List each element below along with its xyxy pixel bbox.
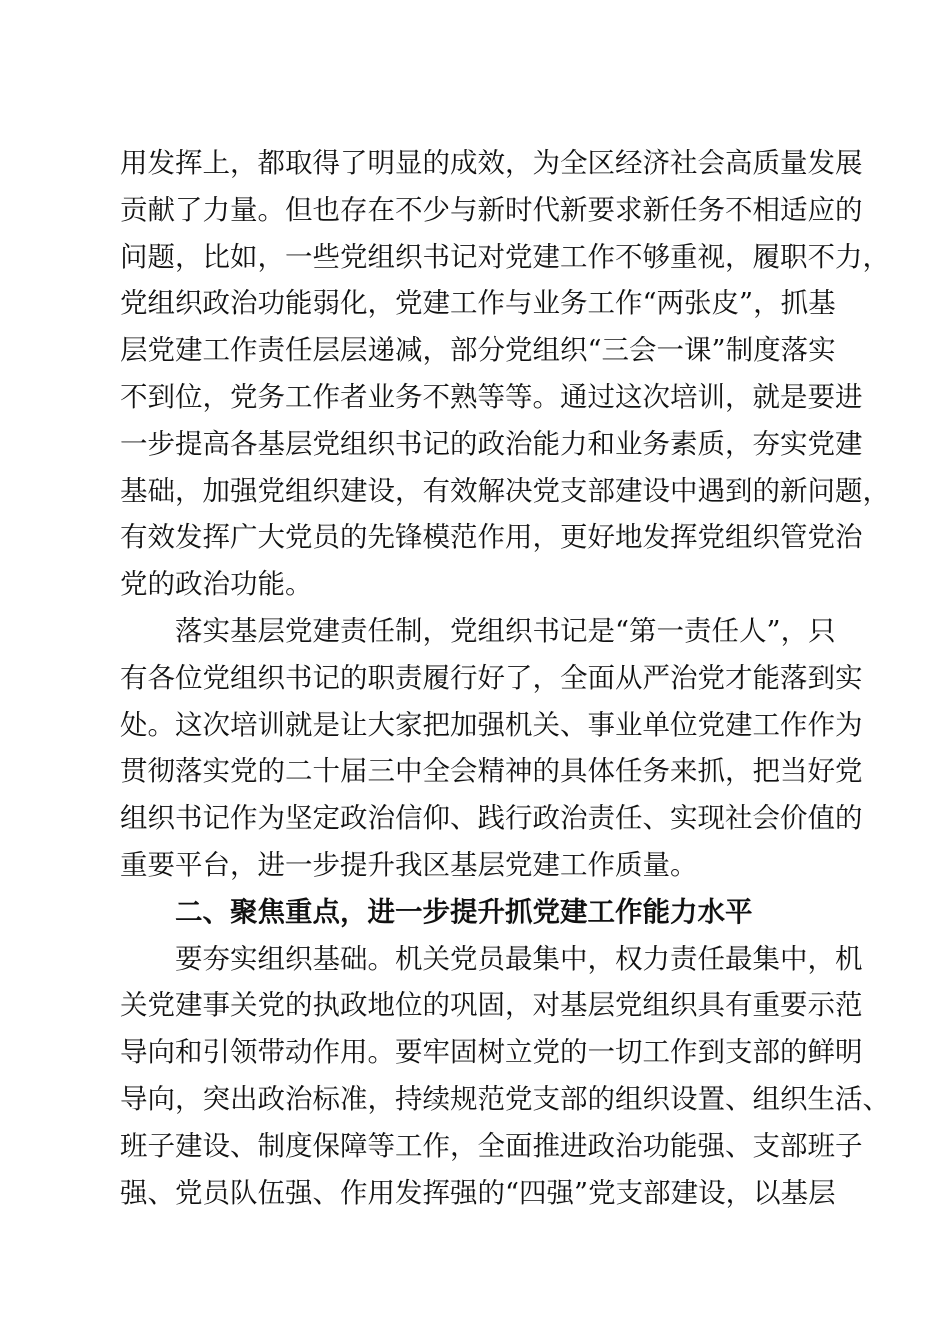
text-line: 有各位党组织书记的职责履行好了，全面从严治党才能落到实 <box>120 661 863 694</box>
text-line: 贡献了力量。但也存在不少与新时代新要求新任务不相适应的 <box>120 193 863 226</box>
text-line: 处。这次培训就是让大家把加强机关、事业单位党建工作作为 <box>120 708 863 741</box>
text-line: 一步提高各基层党组织书记的政治能力和业务素质，夯实党建 <box>120 427 863 460</box>
text-line: 重要平台，进一步提升我区基层党建工作质量。 <box>120 849 698 881</box>
text-line: 党的政治功能。 <box>120 568 313 601</box>
text-line: 党组织政治功能弱化，党建工作与业务工作“两张皮”，抓基 <box>120 287 836 320</box>
text-line: 用发挥上，都取得了明显的成效，为全区经济社会高质量发展 <box>120 147 863 179</box>
text-line: 落实基层党建责任制，党组织书记是“第一责任人”，只 <box>175 615 836 647</box>
text-line: 导向，突出政治标准，持续规范党支部的组织设置、组织生活、 <box>120 1083 890 1115</box>
text-line: 有效发挥广大党员的先锋模范作用，更好地发挥党组织管党治 <box>120 521 863 554</box>
section-heading: 二、聚焦重点，进一步提升抓党建工作能力水平 <box>175 895 753 928</box>
text-line: 组织书记作为坚定政治信仰、践行政治责任、实现社会价值的 <box>120 802 863 835</box>
text-line: 层党建工作责任层层递减，部分党组织“三会一课”制度落实 <box>120 334 836 367</box>
text-line: 不到位，党务工作者业务不熟等等。通过这次培训，就是要进 <box>120 381 863 413</box>
text-line: 问题，比如，一些党组织书记对党建工作不够重视，履职不力， <box>120 240 890 273</box>
text-line: 导向和引领带动作用。要牢固树立党的一切工作到支部的鲜明 <box>120 1036 863 1069</box>
text-line: 基础，加强党组织建设，有效解决党支部建设中遇到的新问题， <box>120 474 890 507</box>
text-line: 关党建事关党的执政地位的巩固，对基层党组织具有重要示范 <box>120 989 863 1022</box>
text-line: 班子建设、制度保障等工作，全面推进政治功能强、支部班子 <box>120 1129 863 1162</box>
text-line: 强、党员队伍强、作用发挥强的“四强”党支部建设，以基层 <box>120 1176 836 1209</box>
text-line: 贯彻落实党的二十届三中全会精神的具体任务来抓，把当好党 <box>120 755 863 788</box>
text-line: 要夯实组织基础。机关党员最集中，权力责任最集中，机 <box>175 942 863 975</box>
